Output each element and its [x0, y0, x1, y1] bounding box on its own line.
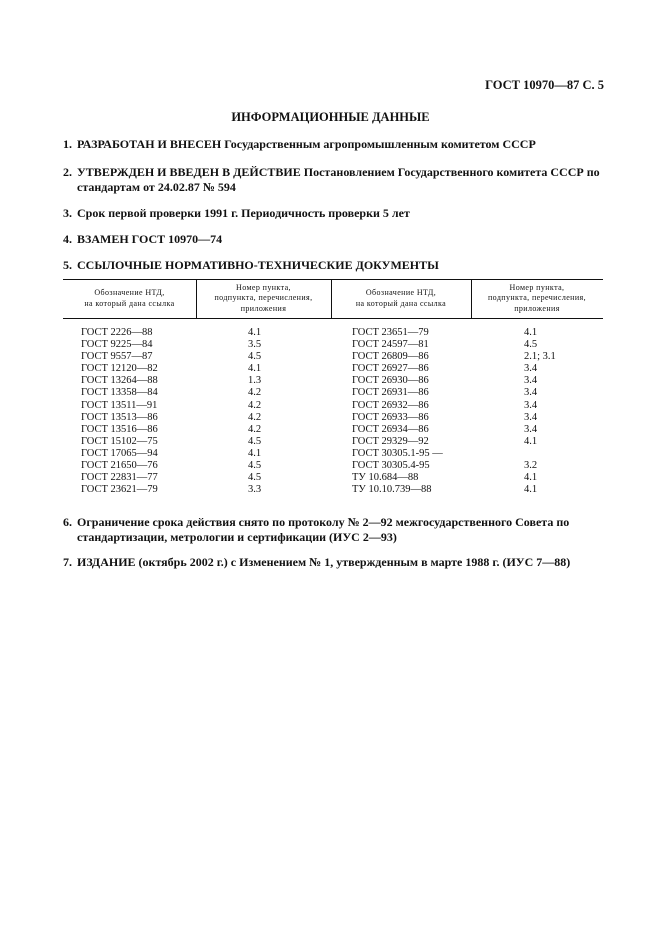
item-number: 7. — [63, 555, 72, 569]
info-item-4 — [63, 232, 603, 247]
left-clause-column — [248, 327, 261, 496]
ntd-designation-cell: ГОСТ 30305.4-95 — [352, 460, 430, 472]
ntd-designation-cell: ГОСТ 15102—75 — [81, 435, 158, 447]
clause-number-cell: 3.2 — [524, 460, 538, 472]
clause-number-cell: 3.4 — [524, 387, 538, 399]
ntd-designation-cell: ГОСТ 13516—86 — [81, 423, 158, 435]
item-number: 4. — [63, 232, 72, 246]
item-text: Срок первой проверки 1991 г. Периодичность проверки 5 лет — [77, 206, 410, 220]
ntd-designation-cell: ТУ 10.684—88 — [352, 472, 419, 484]
ntd-designation-cell: ГОСТ 9557—87 — [81, 351, 153, 363]
clause-number-cell: 4.2 — [248, 387, 262, 399]
reference-documents-table — [63, 279, 603, 497]
clause-number-cell: 4.1 — [248, 447, 262, 459]
item-number: 6. — [63, 515, 72, 529]
document-title: ИНФОРМАЦИОННЫЕ ДАННЫЕ — [231, 110, 430, 124]
left-designation-column — [81, 327, 158, 496]
clause-number-cell: 3.4 — [524, 399, 538, 411]
ntd-designation-cell: ГОСТ 13264—88 — [81, 375, 158, 387]
clause-number-cell: 3.4 — [524, 423, 538, 435]
clause-number-cell: 4.5 — [248, 435, 262, 447]
ntd-designation-cell: ГОСТ 26930—86 — [352, 375, 429, 387]
ntd-designation-cell: ГОСТ 2226—88 — [81, 327, 153, 338]
clause-number-cell: 3.5 — [248, 339, 262, 351]
ntd-designation-cell: ГОСТ 23621—79 — [81, 484, 158, 496]
item-text-line1: УТВЕРЖДЕН И ВВЕДЕН В ДЕЙСТВИЕ Постановлением Государственного комитета СССР по — [77, 165, 600, 179]
table-header-rule — [63, 318, 603, 319]
ntd-designation-cell: ГОСТ 23651—79 — [352, 327, 429, 338]
header-designation-left: Обозначение НТД, на который дана ссылка — [84, 288, 175, 308]
info-item-6 — [63, 515, 603, 545]
ntd-designation-cell: ГОСТ 13511—91 — [81, 399, 158, 411]
clause-number-cell — [524, 448, 556, 460]
item-number: 2. — [63, 165, 72, 179]
ntd-designation-cell: ГОСТ 30305.1-95 — — [352, 447, 443, 459]
ntd-designation-cell: ГОСТ 9225—84 — [81, 339, 153, 351]
clause-number-cell: 4.2 — [248, 411, 262, 423]
clause-number-cell: 3.3 — [248, 484, 262, 496]
clause-number-cell: 4.1 — [524, 435, 538, 447]
ntd-designation-cell: ГОСТ 21650—76 — [81, 460, 158, 472]
clause-number-cell: 4.1 — [524, 327, 538, 338]
item-text: ВЗАМЕН ГОСТ 10970—74 — [77, 232, 223, 246]
item-number: 1. — [63, 137, 72, 151]
item-text: ССЫЛОЧНЫЕ НОРМАТИВНО-ТЕХНИЧЕСКИЕ ДОКУМЕНТЫ — [77, 258, 439, 272]
clause-number-cell: 3.4 — [524, 363, 538, 375]
ntd-designation-cell: ГОСТ 29329—92 — [352, 435, 429, 447]
ntd-designation-cell: ГОСТ 26933—86 — [352, 411, 429, 423]
clause-number-cell: 4.5 — [248, 460, 262, 472]
clause-number-cell: 4.1 — [524, 472, 538, 484]
item-number: 5. — [63, 258, 72, 272]
clause-number-cell: 4.1 — [248, 327, 262, 338]
clause-number-cell: 4.2 — [248, 423, 262, 435]
clause-number-cell: 4.2 — [248, 399, 262, 411]
clause-number-cell: 3.4 — [524, 375, 538, 387]
item-text: РАЗРАБОТАН И ВНЕСЕН Государственным агропромышленным комитетом СССР — [77, 137, 536, 151]
clause-number-cell: 4.1 — [248, 363, 262, 375]
clause-number-cell: 4.5 — [524, 339, 538, 351]
header-clause-left: Номер пункта, подпункта, перечисления, приложения — [214, 282, 313, 313]
ntd-designation-cell: ГОСТ 26809—86 — [352, 351, 429, 363]
item-number: 3. — [63, 206, 72, 220]
header-clause-right: Номер пункта, подпункта, перечисления, приложения — [487, 282, 587, 313]
ntd-designation-cell: ГОСТ 22831—77 — [81, 472, 158, 484]
info-item-5 — [63, 258, 603, 273]
item-text-line2: стандартизации, метрологии и сертификации (ИУС 2—93) — [77, 530, 397, 544]
ntd-designation-cell: ГОСТ 13513—86 — [81, 411, 158, 423]
ntd-designation-cell: ГОСТ 26932—86 — [352, 399, 429, 411]
clause-number-cell: 3.4 — [524, 411, 538, 423]
clause-number-cell: 2.1; 3.1 — [524, 351, 556, 363]
ntd-designation-cell: ГОСТ 26927—86 — [352, 363, 429, 375]
clause-number-cell: 4.5 — [248, 472, 262, 484]
clause-number-cell: 4.5 — [248, 351, 262, 363]
item-text-line1: Ограничение срока действия снято по протоколу № 2—92 межгосударственного Совета по — [77, 515, 570, 529]
info-item-2 — [63, 165, 603, 195]
info-item-3 — [63, 206, 603, 221]
ntd-designation-cell: ГОСТ 24597—81 — [352, 339, 429, 351]
ntd-designation-cell: ТУ 10.10.739—88 — [352, 484, 432, 496]
header-designation-right: Обозначение НТД, на который дана ссылка — [355, 288, 447, 308]
page-header: ГОСТ 10970—87 С. 5 — [485, 78, 604, 92]
info-item-7 — [63, 555, 603, 570]
clause-number-cell: 1.3 — [248, 375, 262, 387]
ntd-designation-cell: ГОСТ 17065—94 — [81, 447, 158, 459]
ntd-designation-cell: ГОСТ 12120—82 — [81, 363, 158, 375]
info-item-1 — [63, 137, 603, 152]
clause-number-cell: 4.1 — [524, 484, 538, 496]
right-designation-column — [352, 327, 443, 496]
ntd-designation-cell: ГОСТ 26931—86 — [352, 387, 429, 399]
ntd-designation-cell: ГОСТ 26934—86 — [352, 423, 429, 435]
item-text-line2: стандартам от 24.02.87 № 594 — [77, 180, 236, 194]
ntd-designation-cell: ГОСТ 13358—84 — [81, 387, 158, 399]
right-clause-column — [524, 327, 556, 496]
item-text: ИЗДАНИЕ (октябрь 2002 г.) с Изменением № 1, утвержденным в марте 1988 г. (ИУС 7—88) — [77, 555, 571, 569]
